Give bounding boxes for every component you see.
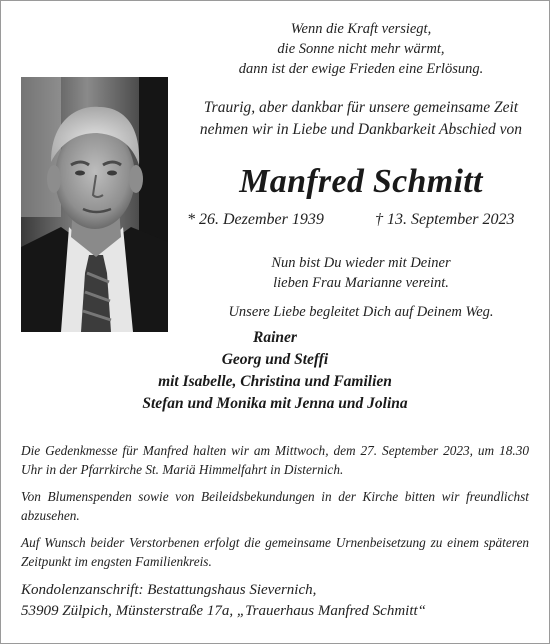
family-names — [0, 327, 550, 415]
family-line: mit Isabelle, Christina und Familien — [158, 373, 392, 390]
burial-notice: Auf Wunsch beider Verstorbenen erfolgt die gemeinsame Urnenbeisetzung zu einem späteren Zeitpunkt im engsten Familienkreis. — [21, 535, 529, 569]
family-line: Stefan und Monika mit Jenna und Jolina — [142, 395, 408, 412]
poem-line: dann ist der ewige Frieden eine Erlösung. — [238, 61, 484, 77]
poem-line: Wenn die Kraft versiegt, — [290, 21, 432, 37]
intro-line: nehmen wir in Liebe und Dankbarkeit Abschied von — [199, 121, 523, 138]
deceased-name: Manfred Schmitt — [239, 163, 483, 200]
address-line: Kondolenzanschrift: Bestattungshaus Sievernich, — [21, 582, 317, 598]
poem-line: die Sonne nicht mehr wärmt, — [277, 41, 445, 57]
memorial-message — [172, 253, 550, 293]
flowers-notice: Von Blumenspenden sowie von Beileidsbekundungen in der Kirche bitten wir freundlichst abzusehen. — [21, 489, 529, 523]
family-line: Rainer — [253, 329, 297, 346]
address-line: 53909 Zülpich, Münsterstraße 17a, „Trauerhaus Manfred Schmitt“ — [21, 603, 427, 619]
closing-line: Unsere Liebe begleitet Dich auf Deinem Weg. — [228, 304, 494, 320]
message-line: lieben Frau Marianne vereint. — [273, 275, 449, 291]
death-date: † 13. September 2023 — [375, 211, 515, 228]
condolence-address — [21, 580, 529, 622]
portrait-photo — [21, 77, 168, 332]
birth-date: * 26. Dezember 1939 — [187, 211, 324, 228]
memorial-mass-notice: Die Gedenkmesse für Manfred halten wir am Mittwoch, dem 27. September 2023, um 18.30 Uhr in der Pfarrkirche St. Mariä Himmelfahrt in Disternich. — [21, 443, 529, 477]
intro-text — [172, 97, 550, 141]
family-line: Georg und Steffi — [221, 351, 329, 368]
message-line: Nun bist Du wieder mit Deiner — [271, 255, 451, 271]
intro-line: Traurig, aber dankbar für unsere gemeinsame Zeit — [203, 99, 519, 116]
poem — [172, 19, 550, 79]
